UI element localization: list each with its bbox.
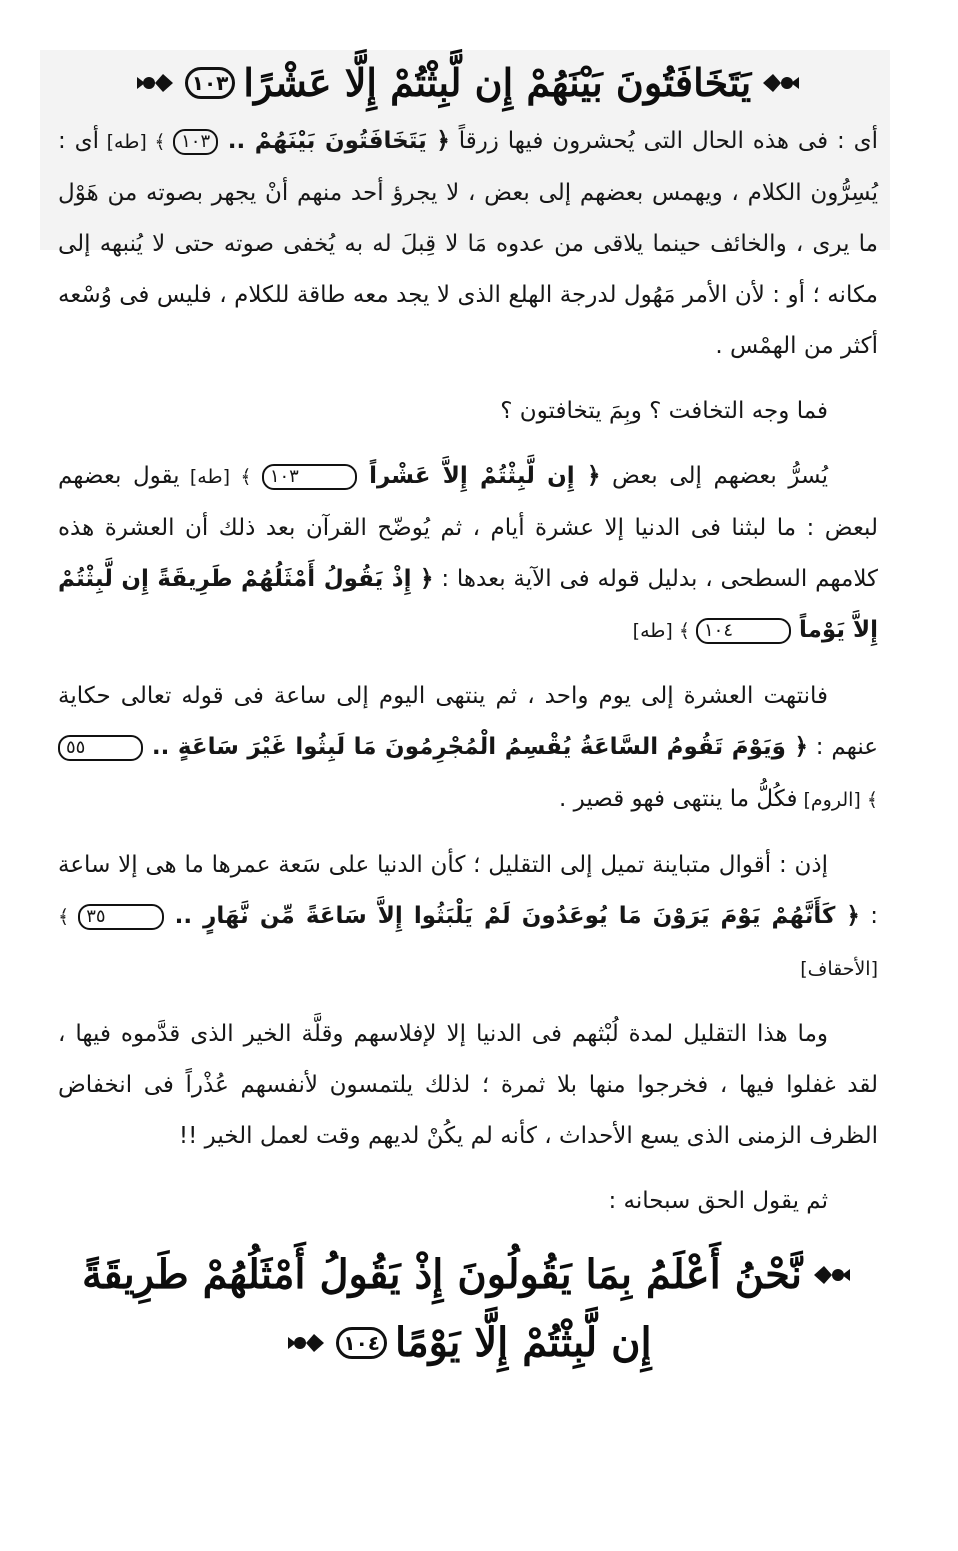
surah-reference: ﴾ [طه] [632,620,697,642]
floral-ornament-icon [759,68,803,98]
book-page [58,50,878,1530]
surah-reference: ﴾ [الروم] [797,789,878,811]
paragraph-1 [58,116,878,372]
paragraph-3-quote: ﴿ إِن لَّبِثْتُمْ إِلاَّ عَشْراً [356,463,601,489]
header-ayah-text: يَتَخَافَتُونَ بَيْنَهُمْ إِن لَّبِثْتُمْ إِلَّا عَشْرًا [243,60,752,105]
paragraph-3-before: يُسرُّ بعضهم إلى بعض [600,463,828,489]
floral-ornament-icon [284,1328,328,1358]
paragraph-5-quote: ﴿ كَأَنَّهُمْ يَوْمَ يَرَوْنَ مَا يُوعَدُونَ لَمْ يَلْبَثُوا إِلاَّ سَاعَةً مِّن نَّهَارٍ .. [163,903,860,929]
paragraph-7: ثم يقول الحق سبحانه : [608,1188,828,1214]
paragraph-4-quote: ﴿ وَيَوْمَ تَقُومُ السَّاعَةُ يُقْسِمُ الْمُجْرِمُونَ مَا لَبِثُوا غَيْرَ سَاعَةٍ .. [143,734,808,760]
header-ayah [58,50,878,116]
paragraph-6: وما هذا التقليل لمدة لُبْثهم فى الدنيا إلا لإفلاسهم وقلَّة الخير الذى قدَّموه فيها ، لقد غفلوا فيها ، فخرجوا منها بلا ثمرة ؛ لذلك يلتمسون لأنفسهم عُذْراً فى انخفاض الظرف الزمنى الذى يسع الأحداث ، كأنه لم يكُنْ لديهم وقت لعمل الخير !! [58,1021,878,1149]
header-ayah-number: ١٠٣ [185,67,236,99]
surah-reference: ﴾ [الأحقاف] [58,906,878,980]
ayah-number-badge: ٣٥ [78,904,163,930]
ayah-number-badge: ١٠٣ [262,464,357,490]
paragraph-4 [58,671,878,826]
paragraph-4-after: فكُلُّ ما ينتهى فهو قصير . [559,786,798,812]
surah-reference: ﴾ [طه] [99,131,174,153]
surah-reference: ﴾ [طه] [179,466,262,488]
paragraph-4-before: فانتهت العشرة إلى يوم واحد ، ثم ينتهى اليوم إلى ساعة فى قوله تعالى حكاية عنهم : [58,683,878,760]
paragraph-1-quote: ﴿ يَتَخَافَتُونَ بَيْنَهُمْ .. [218,128,450,154]
paragraph-1-after: أى : يُسِرُّون الكلام ، ويهمس بعضهم إلى بعض ، لا يجرؤ أحد منهم أنْ يجهر بصوته من هَوْل ما يرى ، والخائف حينما يلاقى من عدوه مَا لا قِبلَ له به يُخفى صوته حتى لا يُنبهه إلى مكانه ؛ أو : لأن الأمر مَهُول لدرجة الهلع الذى لا يجد معه طاقة للكلام ، فليس فى وُسْعه أكثر من الهمْس . [58,128,878,359]
closing-ayah-text-2: إِن لَّبِثْتُمْ إِلَّا يَوْمًا [395,1319,652,1366]
ayah-number-badge: ١٠٤ [696,618,791,644]
closing-ayah-line-2 [58,1309,878,1377]
paragraph-5 [58,840,878,995]
closing-ayah [58,1241,878,1377]
closing-ayah-line-1 [58,1241,878,1309]
paragraph-5-before: إذن : أقوال متباينة تميل إلى التقليل ؛ كأن الدنيا على سَعة عمرها ما هى إلا ساعة : [58,852,878,929]
paragraph-3 [58,451,878,657]
closing-ayah-text-1: نَّحْنُ أَعْلَمُ بِمَا يَقُولُونَ إِذْ يَقُولُ أَمْثَلُهُمْ طَرِيقَةً [81,1251,803,1298]
paragraph-3-quote-2: ﴿ إِذْ يَقُولُ أَمْثَلُهُمْ طَرِيقَةً إِن لَّبِثْتُمْ إِلاَّ يَوْماً [58,566,878,643]
ayah-number-badge: ٥٥ [58,735,143,761]
closing-ayah-number: ١٠٤ [336,1327,387,1359]
floral-ornament-icon [133,68,177,98]
paragraph-1-before: أى : فى هذه الحال التى يُحشرون فيها زرقاً [449,128,879,154]
ayah-number-badge: ١٠٣ [173,129,218,155]
paragraph-3-after: يقول بعضهم لبعض : ما لبثنا فى الدنيا إلا عشرة أيام ، ثم يُوضّح القرآن بعد ذلك أن العشرة هذه كلامهم السطحى ، بدليل قوله فى الآية بعدها : [58,463,879,592]
floral-ornament-icon [810,1260,854,1290]
paragraph-2: فما وجه التخافت ؟ وبِمَ يتخافتون ؟ [500,398,828,424]
